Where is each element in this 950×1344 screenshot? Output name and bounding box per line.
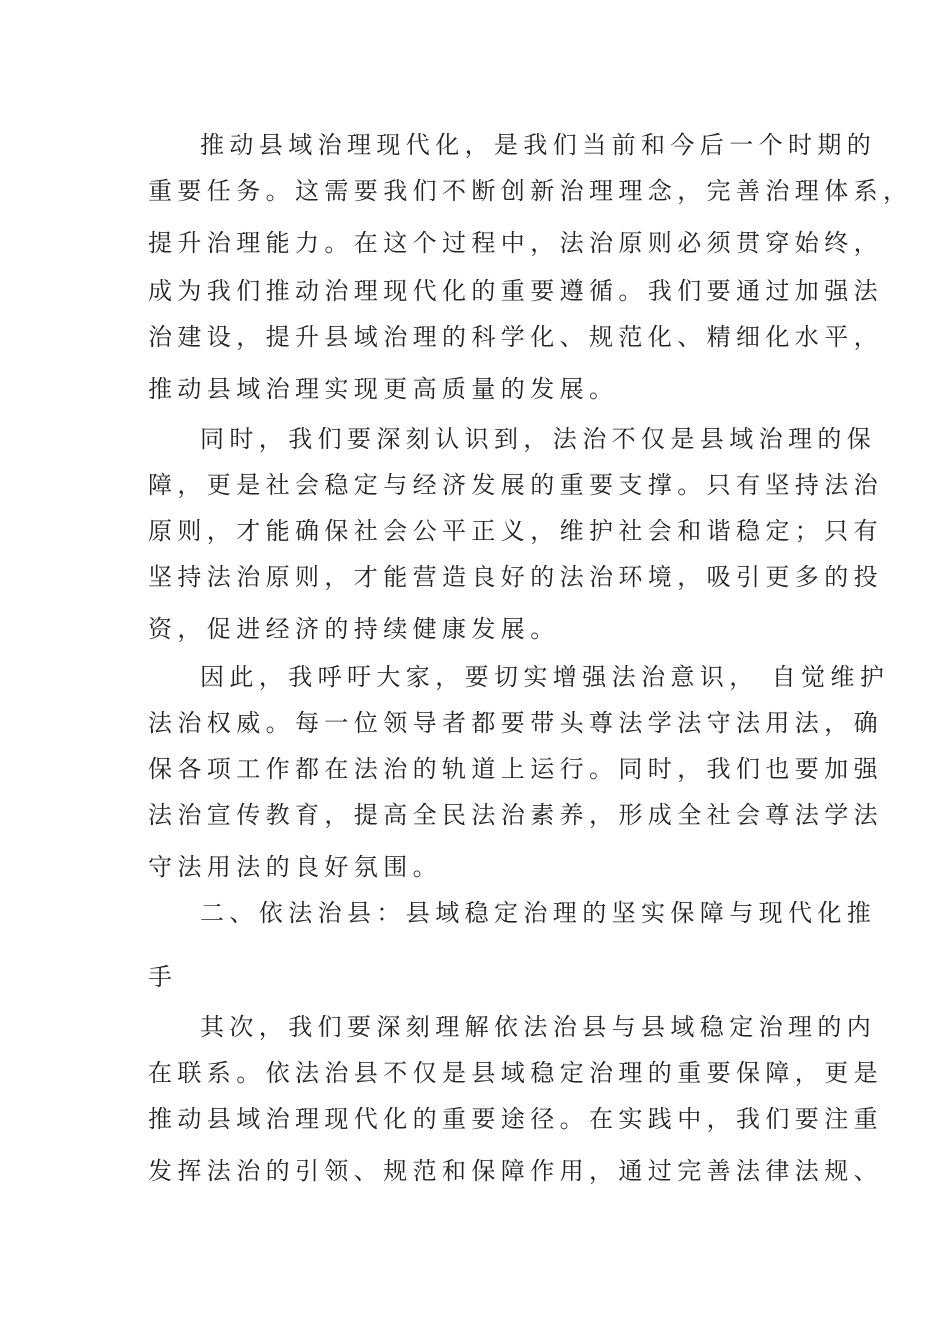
text-line: 保各项工作都在法治的轨道上运行。同时，我们也要加强: [148, 755, 883, 783]
text-line: 提升治理能力。在这个过程中，法治原则必须贯穿始终，: [148, 229, 883, 257]
text-line: 资，促进经济的持续健康发展。: [148, 615, 560, 643]
text-line: 原则，才能确保社会公平正义，维护社会和谐稳定；只有: [148, 517, 883, 545]
text-line: 坚持法治原则，才能营造良好的法治环境，吸引更多的投: [148, 563, 883, 591]
text-line: 同时，我们要深刻认识到，法治不仅是县域治理的保: [200, 425, 877, 453]
section-heading: 二、依法治县：县域稳定治理的坚实保障与现代化推: [200, 899, 877, 927]
text-line: 其次，我们要深刻理解依法治县与县域稳定治理的内: [200, 1013, 877, 1041]
text-line: 推动县域治理现代化的重要途径。在实践中，我们要注重: [148, 1105, 883, 1133]
text-line: 在联系。依法治县不仅是县域稳定治理的重要保障，更是: [148, 1059, 883, 1087]
text-line: 因此，我呼吁大家，要切实增强法治意识， 自觉维护: [200, 663, 890, 691]
text-line: 治建设，提升县域治理的科学化、规范化、精细化水平，: [148, 323, 883, 351]
text-line: 法治权威。每一位领导者都要带头尊法学法守法用法，确: [148, 709, 883, 737]
text-line: 成为我们推动治理现代化的重要遵循。我们要通过加强法: [148, 277, 883, 305]
text-line: 推动县域治理实现更高质量的发展。: [148, 375, 619, 403]
text-line: 发挥法治的引领、规范和保障作用，通过完善法律法规、: [148, 1157, 883, 1185]
text-line: 推动县域治理现代化，是我们当前和今后一个时期的: [200, 131, 877, 159]
text-line: 守法用法的良好氛围。: [148, 853, 442, 881]
text-line: 法治宣传教育，提高全民法治素养，形成全社会尊法学法: [148, 801, 883, 829]
text-line: 重要任务。这需要我们不断创新治理理念，完善治理体系，: [148, 177, 913, 205]
text-line: 障，更是社会稳定与经济发展的重要支撑。只有坚持法治: [148, 471, 883, 499]
section-heading-continued: 手: [148, 963, 178, 991]
